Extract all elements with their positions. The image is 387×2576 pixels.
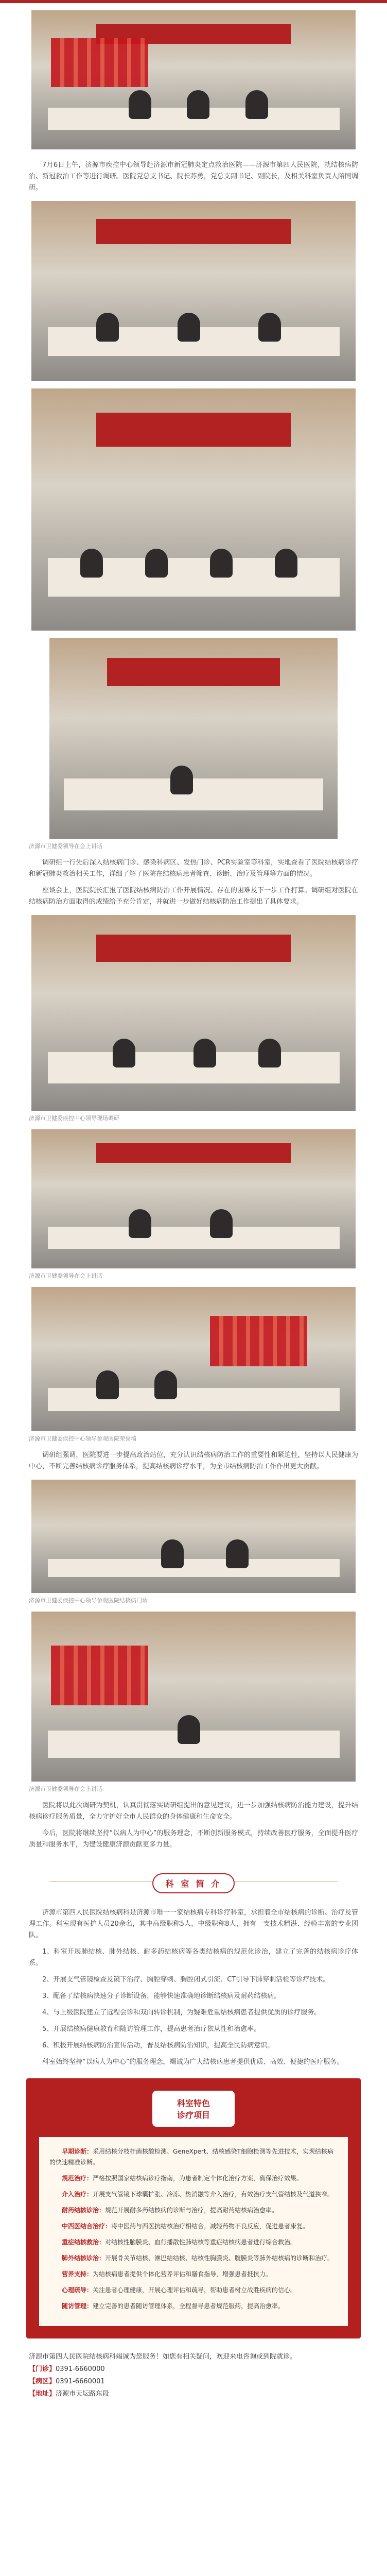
- photo-clinic: [31, 1480, 356, 1593]
- contact-line-address: [29, 2388, 358, 2400]
- feature-item: [49, 2173, 338, 2184]
- department-item-1: 1、科室开展肺结核、肺外结核、耐多药结核病等各类结核病的规范化诊治，建立了完善的结核病诊疗体系。: [29, 1948, 358, 1967]
- feature-item-text: 关注患者心理健康，开展心理评估和疏导，帮助患者树立战胜疾病的信心。: [93, 2286, 297, 2294]
- feature-item-head: 随访管理：: [62, 2302, 93, 2310]
- feature-item: [49, 2285, 338, 2296]
- feature-item-text: 开展支气管镜下球囊扩张、冷冻、热消融等介入治疗，有效治疗支气管结核及气道狭窄。: [93, 2191, 334, 2198]
- caption-3: 济源市卫健委领导在会上讲话: [29, 1273, 102, 1279]
- department-intro-header: [29, 1861, 358, 1902]
- intro-text: [29, 160, 358, 194]
- feature-item-text: 将中医药与西医抗结核治疗相结合，减轻药物不良反应，促进患者康复。: [111, 2223, 309, 2230]
- feature-item-text: 为结核病患者提供个体化营养评估和膳食指导，增强患者抵抗力。: [93, 2270, 272, 2278]
- photo-speech-2: [31, 1612, 356, 1782]
- feature-item: [49, 2205, 338, 2216]
- photo-meeting-2: [31, 201, 356, 381]
- feature-panel: [26, 2078, 361, 2338]
- feature-item-head: 营养支持：: [62, 2270, 93, 2278]
- department-item-6: 6、积极开展结核病防治宣传活动，普及结核病防治知识，提高全民防病意识。: [42, 2042, 274, 2049]
- feature-title-line-1: 科室特色: [177, 2098, 210, 2108]
- department-item-3: 3、配备了结核病快速分子诊断设备，能够快速准确地诊断结核病及耐药结核病。: [42, 1992, 281, 2000]
- feature-item: [49, 2301, 338, 2312]
- contact-label: 【地址】: [29, 2390, 56, 2398]
- contact-intro: 济源市第四人民医院结核病科竭诚为您服务！如您有相关疑问，欢迎来电咨询或到院就诊。: [29, 2353, 297, 2361]
- feature-item: [49, 2146, 338, 2168]
- feature-item-head: 心理疏导：: [62, 2286, 93, 2294]
- feature-item: [49, 2269, 338, 2280]
- body-paragraph-6: 今后，医院将继续坚持“以病人为中心”的服务理念，不断创新服务模式，持续改善医疗服务，全面提升医疗质量和服务水平，为建设健康济源贡献更多力量。: [29, 1829, 358, 1849]
- photo-meeting-1: [31, 10, 356, 149]
- photo-visit-1: [31, 388, 356, 631]
- feature-item-text: 建立完善的患者随访管理体系，全程督导患者规范服药，提高治愈率。: [93, 2302, 285, 2310]
- feature-item-head: 早期诊断：: [62, 2148, 93, 2155]
- body-text-1: [29, 857, 358, 908]
- body-paragraph-3: 座谈会上，医院院长汇报了医院结核病防治工作开展情况、存在的困难及下一步工作打算。调研组对医院在结核病防治方面取得的成绩给予充分肯定，并就进一步做好结核病防治工作提出了具体要求。: [29, 887, 358, 906]
- feature-item: [49, 2189, 338, 2200]
- department-paragraph-1: 济源市第四人民医院结核病科是济源市唯一一家结核病专科诊疗科室，承担着全市结核病的诊断、治疗及管理工作。科室现有医护人员20余名，其中高级职称5人，中级职称8人，拥有一支技术精湛、经验丰富的专业团队。: [29, 1909, 358, 1939]
- department-intro-text: [29, 1907, 358, 2068]
- department-item-4: 4、与上级医院建立了远程会诊和双向转诊机制，为疑难危重结核病患者提供优质的诊疗服务。: [42, 2009, 321, 2016]
- photo-visit-2: [31, 915, 356, 1111]
- intro-paragraph: 7月6日上午，济源市疾控中心领导赴济源市新冠肺炎定点救治医院——济源市第四人民医院，就结核病防治、新冠救治工作等进行调研。医院党总支书记、院长苏勇，党总支副书记、副院长，及相关科室负责人陪同调研。: [29, 161, 358, 192]
- feature-card: [39, 2137, 348, 2326]
- feature-item-text: 规范开展耐多药结核病的诊断与治疗，提高耐药结核病治愈率。: [105, 2207, 278, 2214]
- department-paragraph-2: 科室始终坚持“以病人为中心”的服务理念，竭诚为广大结核病患者提供优质、高效、便捷的医疗服务。: [42, 2058, 344, 2066]
- contact-section: [29, 2351, 358, 2400]
- top-accent-bar: [0, 0, 387, 3]
- department-intro-title: 科 室 简 介: [152, 1873, 235, 1893]
- body-text-3: [29, 1800, 358, 1851]
- feature-item-head: 重症结核救治：: [62, 2239, 105, 2246]
- feature-item-head: 肺外结核诊治：: [62, 2255, 105, 2262]
- contact-value: 0391-6660000: [56, 2365, 105, 2373]
- feature-item-text: 开展骨关节结核、淋巴结结核、结核性胸膜炎、腹膜炎等肺外结核病的诊断和治疗。: [105, 2255, 334, 2262]
- feature-title-line-2: 诊疗项目: [177, 2110, 210, 2120]
- feature-item: [49, 2221, 338, 2232]
- caption-4: 济源市卫健委疾控中心领导参观医院荣誉墙: [29, 1435, 136, 1442]
- body-text-2: [29, 1450, 358, 1472]
- photo-honor-wall: [31, 1287, 356, 1431]
- contact-label: 【门诊】: [29, 2365, 56, 2373]
- caption-2: 济源市卫健委疾控中心领导现场调研: [29, 1115, 119, 1122]
- feature-item-head: 规范治疗：: [62, 2175, 93, 2182]
- photo-speech-1: [49, 638, 338, 839]
- feature-item-head: 中西医结合治疗：: [62, 2223, 112, 2230]
- feature-title-badge: [152, 2091, 235, 2127]
- caption-6: 济源市卫健委领导在会上讲话: [29, 1786, 102, 1792]
- caption-5: 济源市卫健委疾控中心领导参观医院结核病门诊: [29, 1597, 148, 1604]
- feature-item-text: 采用结核分枝杆菌核酸检测、GeneXpert、结核感染T细胞检测等先进技术，实现结核病的快速精准诊断。: [49, 2148, 333, 2166]
- feature-item-text: 对结核性脑膜炎、血行播散性肺结核等重症结核病患者进行综合救治。: [105, 2239, 297, 2246]
- contact-line-outpatient: [29, 2363, 358, 2376]
- contact-line-ward: [29, 2376, 358, 2388]
- contact-label: 【病区】: [29, 2378, 56, 2385]
- body-paragraph-2: 调研组一行先后深入结核病门诊、感染科病区、发热门诊、PCR实验室等科室，实地查看了医院结核病诊疗和新冠肺炎救治相关工作，详细了解了医院在结核病患者筛查、诊断、治疗及管理等方面的情况。: [29, 859, 358, 878]
- feature-item: [49, 2253, 338, 2264]
- feature-item-text: 严格按照国家结核病诊疗指南，为患者制定个体化治疗方案，确保治疗效果。: [93, 2175, 303, 2182]
- contact-value: 济源市天坛路东段: [56, 2390, 110, 2398]
- contact-value: 0391-6660001: [56, 2378, 105, 2385]
- feature-item-head: 介入治疗：: [62, 2191, 93, 2198]
- body-paragraph-5: 医院将以此次调研为契机，认真贯彻落实调研组提出的意见建议，进一步加强结核病防治能力建设，提升结核病诊疗服务质量，全力守护好全市人民群众的身体健康和生命安全。: [29, 1802, 358, 1821]
- feature-item: [49, 2237, 338, 2248]
- photo-meeting-3: [31, 1129, 356, 1268]
- feature-item-head: 耐药结核诊治：: [62, 2207, 105, 2214]
- body-paragraph-4: 调研组强调，医院要进一步提高政治站位，充分认识结核病防治工作的重要性和紧迫性，坚持以人民健康为中心，不断完善结核病诊疗服务体系，提高结核病诊疗水平，为全市结核病防治工作作出更大贡献。: [29, 1451, 358, 1470]
- caption-1: 济源市卫健委领导在会上讲话: [29, 843, 102, 850]
- department-item-2: 2、开展支气管镜检查及镜下治疗、胸腔穿刺、胸腔闭式引流、CT引导下肺穿刺活检等诊疗技术。: [42, 1976, 330, 1984]
- department-item-5: 5、开展结核病健康教育和随访管理工作，提高患者治疗依从性和治愈率。: [42, 2025, 261, 2033]
